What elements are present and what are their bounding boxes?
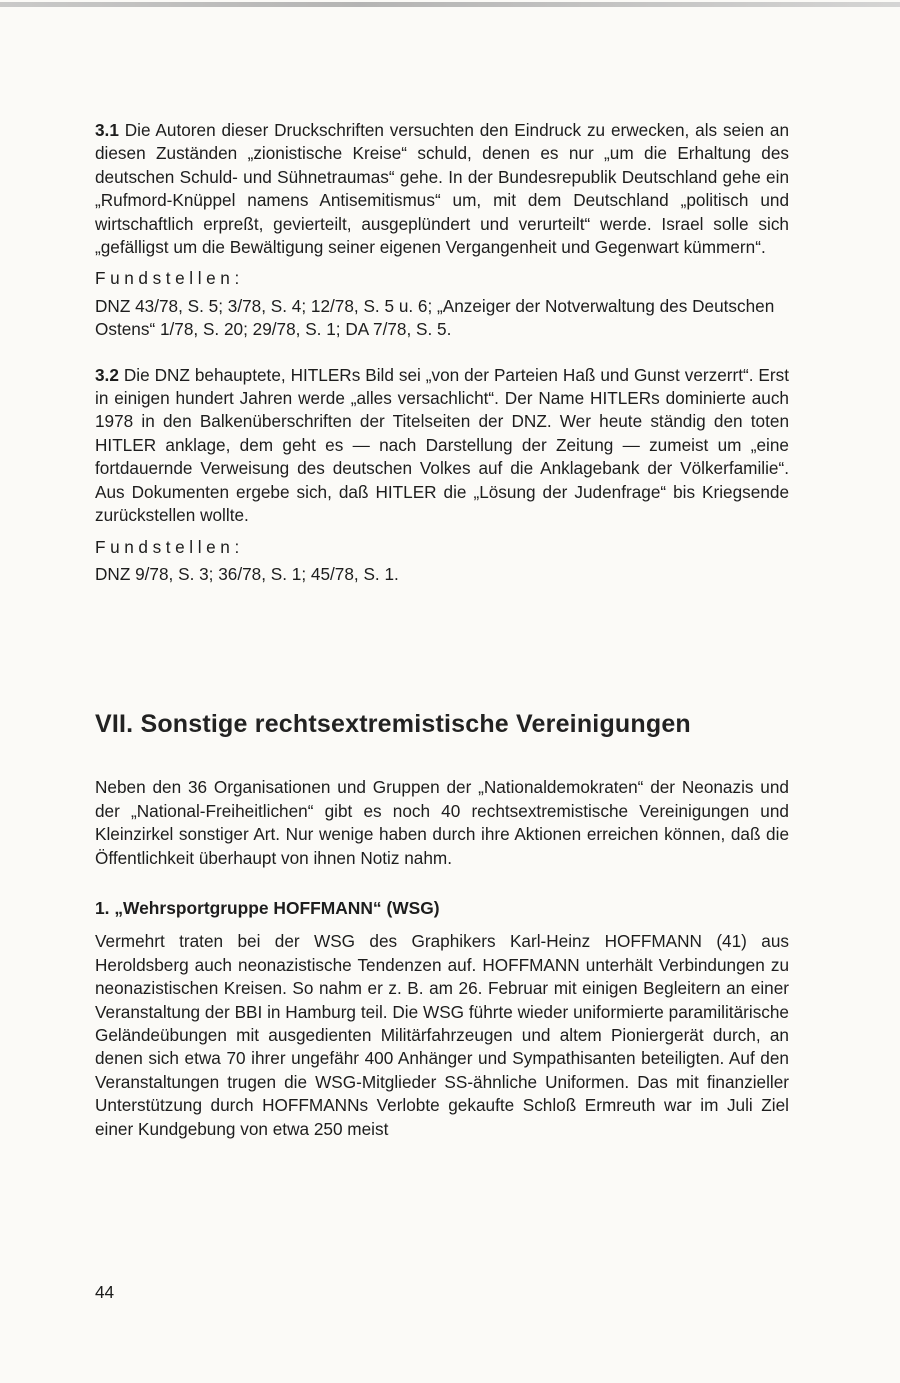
paragraph-number: 3.2 — [95, 364, 119, 385]
chapter-title: VII. Sonstige rechtsextremistische Vereinigungen — [95, 710, 691, 739]
sources-list: DNZ 9/78, S. 3; 36/78, S. 1; 45/78, S. 1. — [95, 563, 399, 584]
section-heading: 1. „Wehrsportgruppe HOFFMANN“ (WSG) — [95, 897, 440, 918]
sources-label: Fundstellen: — [95, 268, 244, 289]
page-body — [95, 119, 789, 1141]
paragraph-3-1 — [95, 119, 789, 259]
page-number: 44 — [95, 1282, 115, 1302]
paragraph-number: 3.1 — [95, 120, 119, 140]
sources-list: DNZ 43/78, S. 5; 3/78, S. 4; 12/78, S. 5 u. 6; „Anzeiger der Notverwaltung des Deutschen Ostens“ 1/78, S. 20; 29/78, S. 1; DA 7/78, S. 5. — [95, 295, 775, 340]
chapter-intro: Neben den 36 Organisationen und Gruppen der „Nationaldemokraten“ der Neonazis und der „National-Freiheitlichen“ gibt es noch 40 rechtsextremistische Vereinigungen und Kleinzirkel sonstiger Art. Nur wenige haben durch ihre Aktionen erreichen können, daß die Öffentlichkeit überhaupt von ihnen Notiz nahm. — [95, 777, 789, 868]
section-text: Vermehrt traten bei der WSG des Graphikers Karl-Heinz HOFFMANN (41) aus Heroldsberg auch neonazistische Tendenzen auf. HOFFMANN unterhält Verbindungen zu neonazistischen Kreisen. So nahm er z. B. am 26. Februar mit einigen Begleitern an einer Veranstaltung der BBI in Hamburg teil. Die WSG führte wieder uniformierte paramilitärische Geländeübungen mit ausgedienten Militärfahrzeugen und altem Pioniergerät durch, an denen sich etwa 70 ihrer ungefähr 400 Anhänger und Sympathisanten beteiligten. Auf den Veranstaltungen trugen die WSG-Mitglieder SS-ähnliche Uniformen. Das mit finanzieller Unterstützung durch HOFFMANNs Verlobte gekaufte Schloß Ermreuth war im Juli Ziel einer Kundgebung von etwa 250 meist — [95, 931, 789, 1139]
sources-label: Fundstellen: — [95, 536, 244, 557]
paragraph-3-2 — [95, 364, 789, 528]
paragraph-text: Die Autoren dieser Druckschriften versuchten den Eindruck zu erwecken, als seien an diesen Zuständen „zionistische Kreise“ schuld, denen es nur „um die Erhaltung des deutschen Schuld- und Sühnetraumas“ gehe. In der Bundesrepublik Deutschland gehe ein „Rufmord-Knüppel namens Antisemitismus“ um, mit dem Deutschland „politisch und wirtschaftlich erpreßt, gevierteilt, ausgeplündert und verurteilt“ werde. Israel solle sich „gefälligst um die Bewältigung seiner eigenen Vergangenheit und Gegenwart kümmern“. — [95, 120, 789, 258]
scan-edge-shadow — [0, 2, 900, 7]
paragraph-text: Die DNZ behauptete, HITLERs Bild sei „von der Parteien Haß und Gunst verzerrt“. Erst in einigen hundert Jahren werde „alles versachlicht“. Der Name HITLERs dominierte auch 1978 in den Balkenüberschriften der Titelseiten der DNZ. Wer heute ständig den toten HITLER anklage, dem geht es — nach Darstellung der Zeitung — zumeist um „eine fortdauernde Verweisung des deutschen Volkes auf die Anklagebank der Völkerfamilie“. Aus Dokumenten ergebe sich, daß HITLER die „Lösung der Judenfrage“ bis Kriegsende zurückstellen wollte. — [95, 364, 789, 526]
